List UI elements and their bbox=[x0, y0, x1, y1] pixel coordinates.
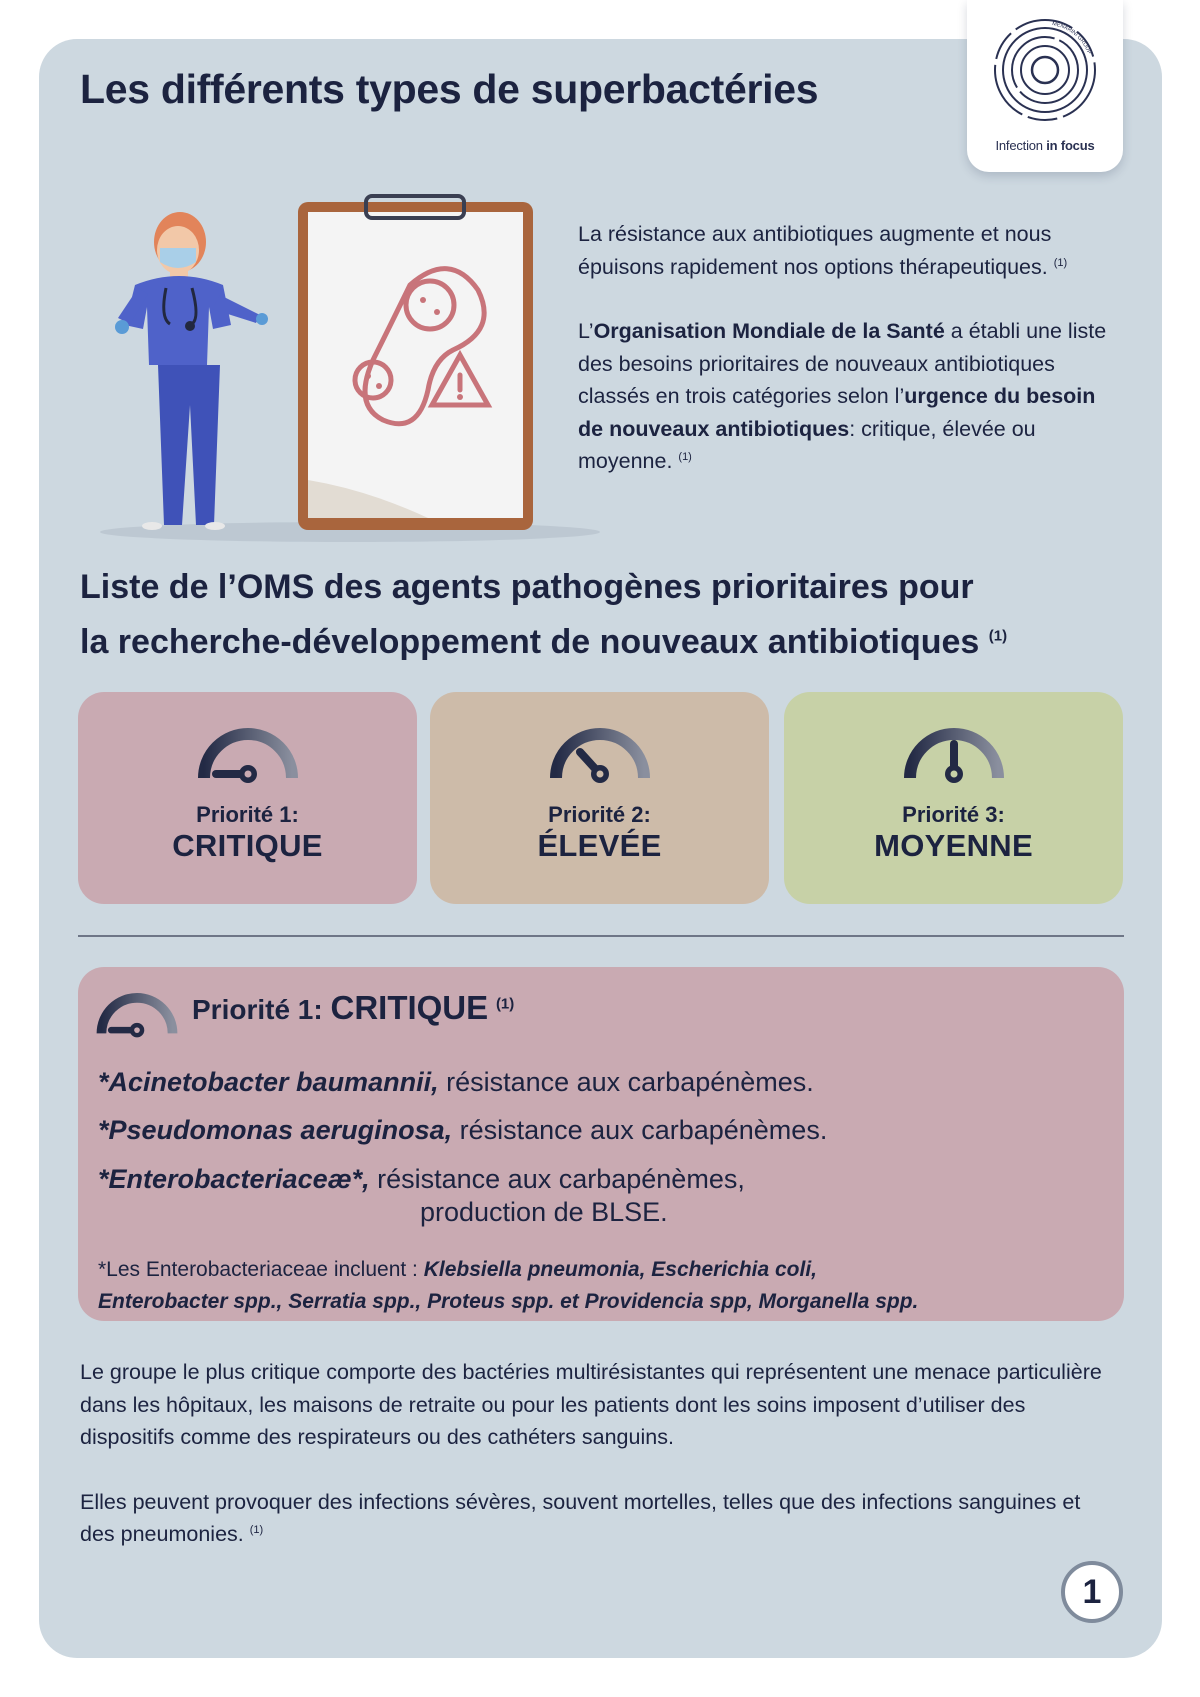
pathogen-item: *Acinetobacter baumannii, résistance aux carbapénèmes. bbox=[98, 1067, 814, 1097]
gauge-high-icon bbox=[902, 722, 1006, 786]
svg-text:MENARINI GROUP: MENARINI GROUP bbox=[1051, 21, 1093, 56]
clipboard bbox=[298, 196, 533, 530]
nurse-figure bbox=[115, 212, 268, 530]
gauge-low-icon bbox=[95, 988, 179, 1040]
gauge-low-icon bbox=[196, 722, 300, 786]
priority-label: Priorité 2: bbox=[548, 802, 651, 827]
gauge-mid-icon bbox=[548, 722, 652, 786]
intro-paragraph-2: L’Organisation Mondiale de la Santé a établi une liste des besoins prioritaires de nouveaux antibiotiques classés en trois catégories selon l’urgence du besoin de nouveaux antibiotiques: critique, élevée ou moyenne. $^{(1)}$ bbox=[578, 319, 1107, 473]
pathogen-item: *Enterobacteriaceæ*, résistance aux carbapénèmes, production de BLSE. bbox=[98, 1164, 745, 1227]
body-text bbox=[80, 1356, 1110, 1551]
logo-caption: Infection in focus bbox=[995, 138, 1095, 153]
priority-value: MOYENNE bbox=[874, 828, 1033, 863]
priority-label: Priorité 1: bbox=[196, 802, 299, 827]
priority-card-critical bbox=[78, 692, 417, 904]
priority-card-medium bbox=[784, 692, 1123, 904]
critical-detail-box bbox=[78, 967, 1124, 1321]
priority-value: ÉLEVÉE bbox=[537, 828, 662, 863]
brand-logo bbox=[967, 0, 1123, 172]
critical-heading: Priorité 1: CRITIQUE $^{(1)}$ bbox=[192, 989, 515, 1026]
section-divider bbox=[78, 935, 1124, 937]
intro-paragraph-1: La résistance aux antibiotiques augmente et nous épuisons rapidement nos options thérapeutiques. $^{(1)}$ bbox=[578, 222, 1068, 279]
body-paragraph-2: Elles peuvent provoquer des infections sévères, souvent mortelles, telles que des infections sanguines et des pneumonies. $^{(1)}$ bbox=[80, 1489, 1081, 1546]
pathogen-item: *Pseudomonas aeruginosa, résistance aux carbapénèmes. bbox=[98, 1115, 828, 1145]
nurse-clipboard-illustration bbox=[90, 190, 610, 550]
body-paragraph-1: Le groupe le plus critique comporte des bactéries multirésistantes qui représentent une menace particulière dans les hôpitaux, les maisons de retraite ou pour les patients dont les soins imposent d’utiliser des dispositifs comme des respirateurs ou des cathéters sanguins. bbox=[80, 1360, 1102, 1449]
priority-card-elevated bbox=[430, 692, 769, 904]
page-title: Les différents types de superbactéries bbox=[80, 66, 819, 112]
priority-value: CRITIQUE bbox=[172, 828, 323, 863]
section-title: Liste de l’OMS des agents pathogènes prioritaires pour la recherche-développement de nouveaux antibiotiques $^{(1)}$ bbox=[80, 568, 1008, 661]
concentric-circles-logo-icon bbox=[990, 15, 1100, 125]
enterobacteriaceae-footnote: *Les Enterobacteriaceae incluent : Klebsiella pneumonia, Escherichia coli, Enterobacter spp., Serratia spp., Proteus spp. et Providencia spp, Morganella spp. bbox=[98, 1258, 919, 1313]
page-number: 1 bbox=[1061, 1561, 1123, 1623]
priority-label: Priorité 3: bbox=[902, 802, 1005, 827]
intro-text bbox=[578, 218, 1118, 478]
